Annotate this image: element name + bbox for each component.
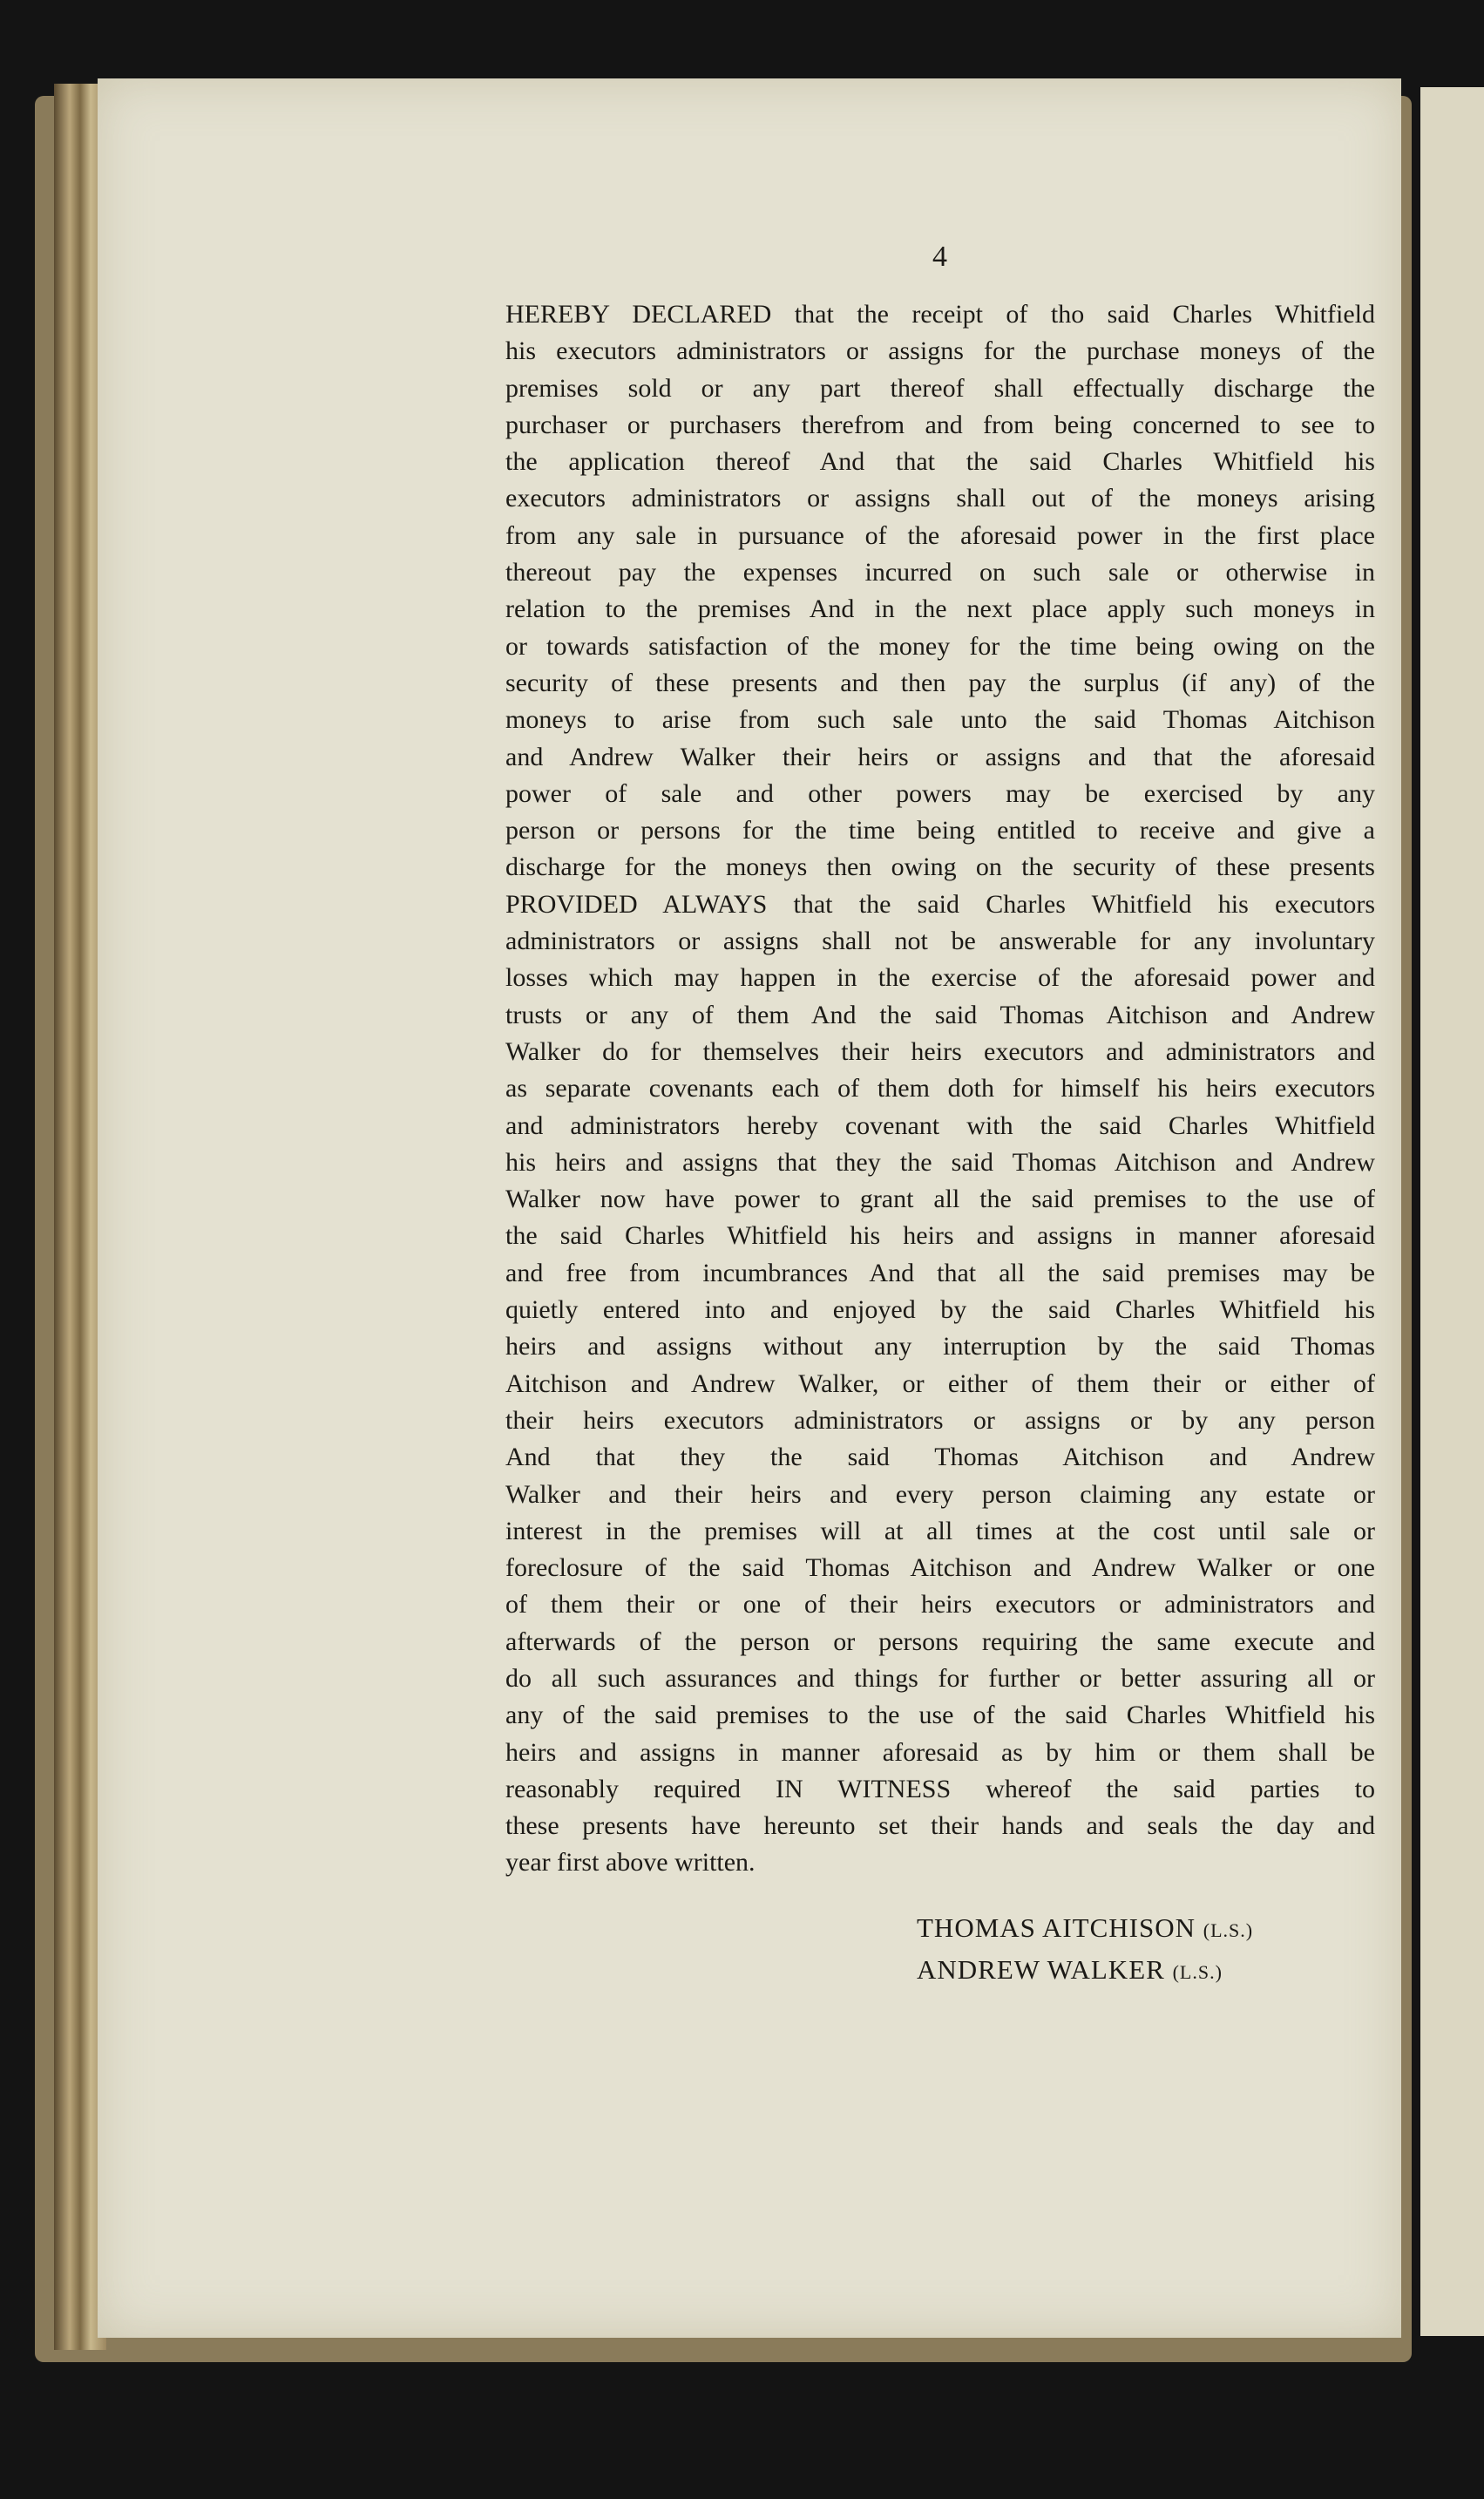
- signature-andrew-walker: [917, 1954, 1223, 1986]
- signatory-name: THOMAS AITCHISON: [917, 1912, 1196, 1943]
- text-line: interest in the premises will at all times at the cost until sale or: [505, 1516, 1375, 1545]
- seal-mark: (L.S.): [1172, 1961, 1223, 1983]
- page-number: 4: [932, 241, 947, 273]
- text-line: thereout pay the expenses incurred on such sale or otherwise in: [505, 558, 1375, 587]
- text-line: relation to the premises And in the next place apply such moneys in: [505, 594, 1375, 624]
- text-line: do all such assurances and things for further or better assuring all or: [505, 1663, 1375, 1693]
- text-line: reasonably required IN WITNESS whereof the said parties to: [505, 1774, 1375, 1803]
- text-line: and free from incumbrances And that all the said premises may be: [505, 1258, 1375, 1287]
- text-line: discharge for the moneys then owing on the security of these presents: [505, 852, 1375, 882]
- text-line: afterwards of the person or persons requiring the same execute and: [505, 1626, 1375, 1656]
- text-line: administrators or assigns shall not be answerable for any involuntary: [505, 927, 1375, 956]
- text-line: trusts or any of them And the said Thomas Aitchison and Andrew: [505, 1000, 1375, 1029]
- text-line: PROVIDED ALWAYS that the said Charles Whitfield his executors: [505, 889, 1375, 919]
- text-line: losses which may happen in the exercise of the aforesaid power and: [505, 963, 1375, 993]
- text-line: his heirs and assigns that they the said Thomas Aitchison and Andrew: [505, 1147, 1375, 1177]
- text-line: of them their or one of their heirs executors or administrators and: [505, 1590, 1375, 1620]
- signatory-name: ANDREW WALKER: [917, 1954, 1165, 1985]
- text-line: their heirs executors administrators or assigns or by any person: [505, 1405, 1375, 1435]
- text-line: power of sale and other powers may be exercised by any: [505, 778, 1375, 808]
- text-line: these presents have hereunto set their hands and seals the day and: [505, 1811, 1375, 1841]
- signature-thomas-aitchison: [917, 1912, 1253, 1944]
- text-line: quietly entered into and enjoyed by the said Charles Whitfield his: [505, 1295, 1375, 1325]
- text-line: And that they the said Thomas Aitchison and Andrew: [505, 1443, 1375, 1472]
- text-line: security of these presents and then pay the surplus (if any) of the: [505, 668, 1375, 697]
- text-line: the application thereof And that the said Charles Whitfield his: [505, 447, 1375, 477]
- adjacent-page: [1420, 87, 1484, 2336]
- text-line: Walker and their heirs and every person claiming any estate or: [505, 1479, 1375, 1509]
- text-line: Walker do for themselves their heirs executors and administrators and: [505, 1036, 1375, 1066]
- text-line: purchaser or purchasers therefrom and from being concerned to see to: [505, 410, 1375, 439]
- text-line: premises sold or any part thereof shall effectually discharge the: [505, 373, 1375, 403]
- text-line: executors administrators or assigns shall out of the moneys arising: [505, 484, 1375, 513]
- text-line: Walker now have power to grant all the said premises to the use of: [505, 1185, 1375, 1214]
- text-line: as separate covenants each of them doth for himself his heirs executors: [505, 1074, 1375, 1103]
- deed-body-text: [505, 296, 1375, 1882]
- text-line: moneys to arise from such sale unto the said Thomas Aitchison: [505, 705, 1375, 735]
- text-line: year first above written.: [505, 1848, 756, 1878]
- text-line: foreclosure of the said Thomas Aitchison and Andrew Walker or one: [505, 1553, 1375, 1583]
- text-line: his executors administrators or assigns for the purchase moneys of the: [505, 336, 1375, 366]
- text-line: Aitchison and Andrew Walker, or either of them their or either of: [505, 1368, 1375, 1398]
- seal-mark: (L.S.): [1203, 1919, 1254, 1941]
- text-line: or towards satisfaction of the money for the time being owing on the: [505, 631, 1375, 661]
- text-line: person or persons for the time being entitled to receive and give a: [505, 816, 1375, 845]
- text-line: and administrators hereby covenant with the said Charles Whitfield: [505, 1110, 1375, 1140]
- text-line: any of the said premises to the use of the said Charles Whitfield his: [505, 1701, 1375, 1730]
- text-line: from any sale in pursuance of the aforesaid power in the first place: [505, 520, 1375, 550]
- text-line: HEREBY DECLARED that the receipt of tho said Charles Whitfield: [505, 300, 1375, 329]
- text-line: heirs and assigns in manner aforesaid as by him or them shall be: [505, 1737, 1375, 1767]
- text-line: heirs and assigns without any interruption by the said Thomas: [505, 1332, 1375, 1362]
- text-line: the said Charles Whitfield his heirs and assigns in manner aforesaid: [505, 1221, 1375, 1251]
- text-line: and Andrew Walker their heirs or assigns and that the aforesaid: [505, 742, 1375, 771]
